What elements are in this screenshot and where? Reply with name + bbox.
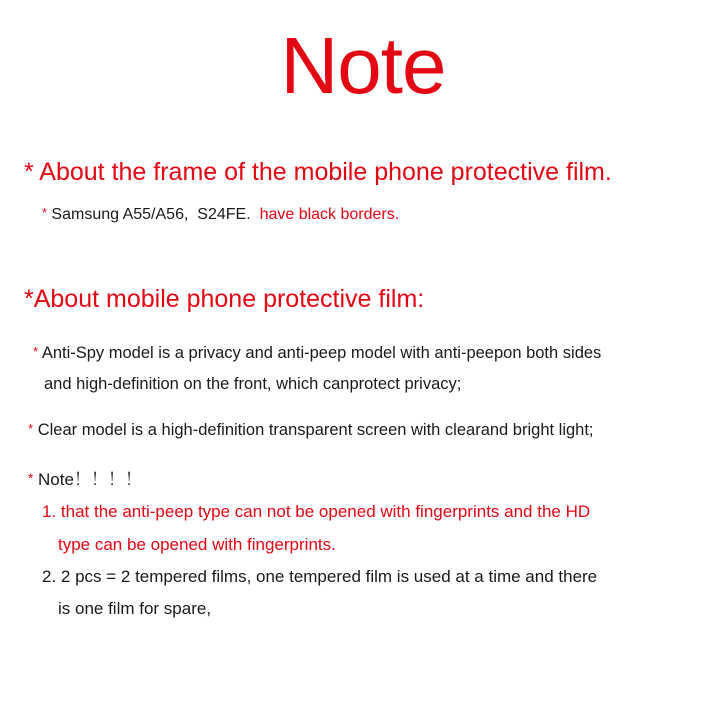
note-item-2-line-1: 2. 2 pcs = 2 tempered films, one tempered film is used at a time and there	[42, 567, 598, 586]
frame-models-line	[42, 207, 399, 223]
anti-spy-line-1	[33, 345, 601, 362]
bullet-star: *	[42, 205, 47, 221]
note-item-1-line-1: 1. that the anti-peep type can not be opened with fingerprints and the HD	[42, 502, 591, 521]
note-label: Note！！！！	[33, 470, 142, 489]
frame-models-text: Samsung A55/A56, S24FE.	[46, 206, 251, 223]
bullet-star: *	[33, 344, 39, 360]
anti-spy-text-1: Anti-Spy model is a privacy and anti-peep model with anti-peepon both sides	[38, 344, 602, 362]
anti-spy-line-2: and high-definition on the front, which canprotect privacy;	[44, 375, 462, 393]
frame-models-note: have black borders.	[259, 206, 400, 223]
page-title: Note	[280, 21, 446, 110]
clear-model-line	[28, 422, 594, 439]
film-section-heading: *About mobile phone protective film:	[24, 285, 425, 313]
bullet-star: *	[28, 421, 34, 437]
note-item-2-line-2: is one film for spare,	[58, 599, 212, 618]
bullet-star: *	[28, 470, 34, 486]
note-label-line	[28, 471, 142, 488]
frame-section-heading: * About the frame of the mobile phone protective film.	[24, 158, 612, 186]
clear-model-text: Clear model is a high-definition transparent screen with clearand bright light;	[33, 421, 594, 439]
note-item-1-line-2: type can be opened with fingerprints.	[58, 535, 336, 554]
